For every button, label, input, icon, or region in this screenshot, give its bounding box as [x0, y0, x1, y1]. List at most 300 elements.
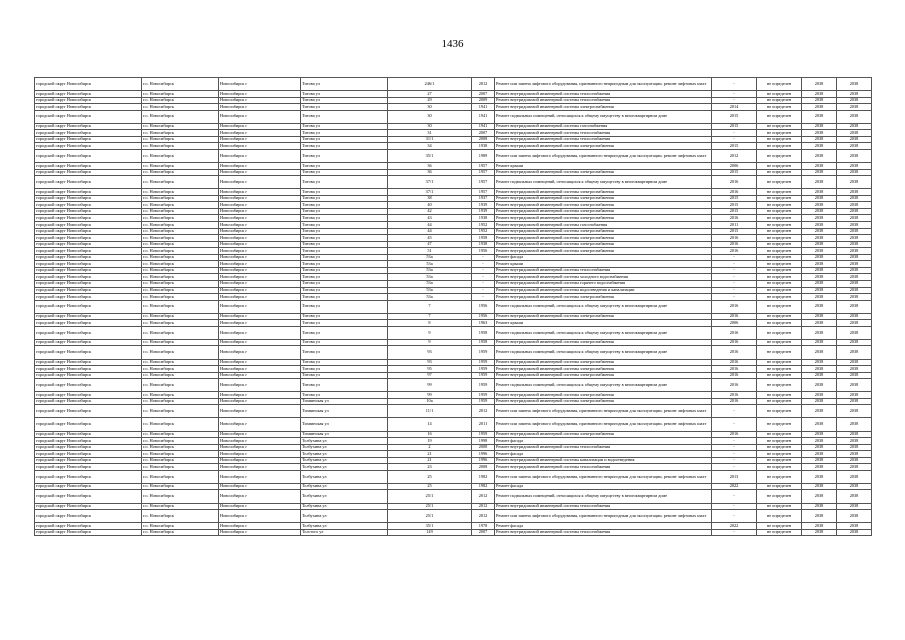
municipality-cell: городской округ Новосибирск [35, 483, 142, 490]
build-year-cell: 1941 [472, 104, 495, 111]
build-year-cell: - [472, 274, 495, 281]
plan-end-cell: 2038 [837, 261, 872, 268]
municipality-cell: городской округ Новосибирск [35, 287, 142, 294]
house-number-cell: 2 [388, 444, 472, 451]
work-type-cell: Ремонт фасада [495, 254, 712, 261]
locality-cell: Новосибирск г [219, 346, 301, 359]
build-year-cell: 1959 [472, 398, 495, 405]
last-repair-year-cell: - [712, 287, 757, 294]
street-cell: Титова ул [301, 110, 388, 123]
last-repair-year-cell: 2016 [712, 431, 757, 438]
build-year-cell: 2008 [472, 136, 495, 143]
work-type-cell: Ремонт внутридомовой инженерной системы теплоснабжения [495, 464, 712, 471]
cost-cell: не определен [757, 195, 802, 202]
plan-start-cell: 2038 [802, 392, 837, 399]
locality-cell: Новосибирск г [219, 248, 301, 255]
city-district-cell: г.о. Новосибирск [142, 529, 219, 536]
build-year-cell: 1989 [472, 150, 495, 163]
page-number: 1436 [441, 38, 464, 50]
build-year-cell: 1996 [472, 451, 495, 458]
city-district-cell: г.о. Новосибирск [142, 150, 219, 163]
plan-end-cell: 2038 [837, 339, 872, 346]
locality-cell: Новосибирск г [219, 163, 301, 170]
house-number-cell: 34 [388, 143, 472, 150]
plan-start-cell: 2038 [802, 490, 837, 503]
plan-end-cell: 2038 [837, 483, 872, 490]
cost-cell: не определен [757, 464, 802, 471]
house-number-cell: 149 [388, 529, 472, 536]
plan-end-cell: 2038 [837, 326, 872, 339]
plan-start-cell: 2038 [802, 405, 837, 418]
city-district-cell: г.о. Новосибирск [142, 300, 219, 313]
plan-end-cell: 2038 [837, 464, 872, 471]
locality-cell: Новосибирск г [219, 150, 301, 163]
last-repair-year-cell: 2015 [712, 123, 757, 130]
last-repair-year-cell: - [712, 267, 757, 274]
build-year-cell: - [472, 280, 495, 287]
city-district-cell: г.о. Новосибирск [142, 136, 219, 143]
street-cell: Титова ул [301, 202, 388, 209]
street-cell: Толбухина ул [301, 510, 388, 523]
street-cell: Титова ул [301, 294, 388, 301]
city-district-cell: г.о. Новосибирск [142, 235, 219, 242]
street-cell: Тихвинская ул [301, 431, 388, 438]
plan-end-cell: 2038 [837, 222, 872, 229]
municipality-cell: городской округ Новосибирск [35, 457, 142, 464]
locality-cell: Новосибирск г [219, 228, 301, 235]
cost-cell: не определен [757, 208, 802, 215]
table-row [35, 470, 872, 483]
plan-start-cell: 2038 [802, 97, 837, 104]
city-district-cell: г.о. Новосибирск [142, 326, 219, 339]
plan-start-cell: 2038 [802, 431, 837, 438]
cost-cell: не определен [757, 163, 802, 170]
build-year-cell: 1959 [472, 366, 495, 373]
locality-cell: Новосибирск г [219, 405, 301, 418]
locality-cell: Новосибирск г [219, 431, 301, 438]
locality-cell: Новосибирск г [219, 123, 301, 130]
plan-end-cell: 2038 [837, 366, 872, 373]
locality-cell: Новосибирск г [219, 444, 301, 451]
house-number-cell: 25/1 [388, 490, 472, 503]
municipality-cell: городской округ Новосибирск [35, 451, 142, 458]
municipality-cell: городской округ Новосибирск [35, 123, 142, 130]
municipality-cell: городской округ Новосибирск [35, 215, 142, 222]
municipality-cell: городской округ Новосибирск [35, 208, 142, 215]
table-body [35, 78, 872, 536]
work-type-cell: Ремонт внутридомовой инженерной системы теплоснабжения [495, 130, 712, 137]
build-year-cell: - [472, 294, 495, 301]
work-type-cell: Ремонт внутридомовой инженерной системы электроснабжения [495, 359, 712, 366]
cost-cell: не определен [757, 130, 802, 137]
work-type-cell: Ремонт внутридомовой инженерной системы теплоснабжения [495, 444, 712, 451]
table-row [35, 529, 872, 536]
last-repair-year-cell: 2015 [712, 110, 757, 123]
locality-cell: Новосибирск г [219, 97, 301, 104]
locality-cell: Новосибирск г [219, 300, 301, 313]
work-type-cell: Ремонт внутридомовой инженерной системы электроснабжения [495, 195, 712, 202]
street-cell: Толбухина ул [301, 503, 388, 510]
last-repair-year-cell: 2015 [712, 228, 757, 235]
city-district-cell: г.о. Новосибирск [142, 91, 219, 98]
locality-cell: Новосибирск г [219, 366, 301, 373]
build-year-cell: - [472, 287, 495, 294]
plan-end-cell: 2038 [837, 510, 872, 523]
program-table-container [34, 77, 871, 536]
plan-end-cell: 2038 [837, 405, 872, 418]
work-type-cell: Ремонт подвальных помещений, относящихся к общему имуществу в многоквартирном доме [495, 300, 712, 313]
street-cell: Титова ул [301, 123, 388, 130]
plan-end-cell: 2038 [837, 97, 872, 104]
cost-cell: не определен [757, 320, 802, 327]
last-repair-year-cell: 2016 [712, 235, 757, 242]
locality-cell: Новосибирск г [219, 457, 301, 464]
plan-start-cell: 2038 [802, 372, 837, 379]
cost-cell: не определен [757, 372, 802, 379]
cost-cell: не определен [757, 287, 802, 294]
house-number-cell: 45 [388, 235, 472, 242]
municipality-cell: городской округ Новосибирск [35, 464, 142, 471]
municipality-cell: городской округ Новосибирск [35, 163, 142, 170]
street-cell: Титова ул [301, 372, 388, 379]
last-repair-year-cell: - [712, 418, 757, 431]
city-district-cell: г.о. Новосибирск [142, 208, 219, 215]
street-cell: Титова ул [301, 254, 388, 261]
locality-cell: Новосибирск г [219, 483, 301, 490]
work-type-cell: Ремонт внутридомовой инженерной системы электроснабжения [495, 313, 712, 320]
last-repair-year-cell: 2016 [712, 372, 757, 379]
city-district-cell: г.о. Новосибирск [142, 523, 219, 530]
street-cell: Титова ул [301, 169, 388, 176]
municipality-cell: городской округ Новосибирск [35, 326, 142, 339]
build-year-cell: 1956 [472, 248, 495, 255]
locality-cell: Новосибирск г [219, 136, 301, 143]
last-repair-year-cell: 2015 [712, 169, 757, 176]
city-district-cell: г.о. Новосибирск [142, 359, 219, 366]
cost-cell: не определен [757, 346, 802, 359]
work-type-cell: Ремонт внутридомовой инженерной системы электроснабжения [495, 202, 712, 209]
last-repair-year-cell: 2016 [712, 398, 757, 405]
work-type-cell: Ремонт внутридомовой инженерной системы электроснабжения [495, 215, 712, 222]
locality-cell: Новосибирск г [219, 503, 301, 510]
work-type-cell: Ремонт фасада [495, 438, 712, 445]
last-repair-year-cell: - [712, 294, 757, 301]
plan-start-cell: 2038 [802, 202, 837, 209]
work-type-cell: Ремонт внутридомовой инженерной системы газоснабжения [495, 222, 712, 229]
city-district-cell: г.о. Новосибирск [142, 130, 219, 137]
plan-start-cell: 2038 [802, 483, 837, 490]
municipality-cell: городской округ Новосибирск [35, 339, 142, 346]
work-type-cell: Ремонт или замена лифтового оборудования, признанного непригодным для эксплуатации, ремонт лифтовых шахт [495, 405, 712, 418]
city-district-cell: г.о. Новосибирск [142, 163, 219, 170]
municipality-cell: городской округ Новосибирск [35, 267, 142, 274]
street-cell: Титова ул [301, 215, 388, 222]
street-cell: Толбухина ул [301, 451, 388, 458]
table-row [35, 405, 872, 418]
plan-end-cell: 2038 [837, 274, 872, 281]
locality-cell: Новосибирск г [219, 379, 301, 392]
street-cell: Титова ул [301, 280, 388, 287]
municipality-cell: городской округ Новосибирск [35, 418, 142, 431]
last-repair-year-cell: 2013 [712, 470, 757, 483]
house-number-cell: 25 [388, 483, 472, 490]
plan-start-cell: 2038 [802, 366, 837, 373]
municipality-cell: городской округ Новосибирск [35, 130, 142, 137]
municipality-cell: городской округ Новосибирск [35, 444, 142, 451]
build-year-cell: 1956 [472, 313, 495, 320]
cost-cell: не определен [757, 143, 802, 150]
locality-cell: Новосибирск г [219, 130, 301, 137]
last-repair-year-cell: 2006 [712, 320, 757, 327]
cost-cell: не определен [757, 398, 802, 405]
build-year-cell: 1938 [472, 143, 495, 150]
city-district-cell: г.о. Новосибирск [142, 104, 219, 111]
locality-cell: Новосибирск г [219, 313, 301, 320]
build-year-cell: 1957 [472, 163, 495, 170]
city-district-cell: г.о. Новосибирск [142, 274, 219, 281]
last-repair-year-cell: - [712, 91, 757, 98]
plan-end-cell: 2038 [837, 490, 872, 503]
plan-start-cell: 2038 [802, 313, 837, 320]
plan-end-cell: 2038 [837, 228, 872, 235]
build-year-cell: 2012 [472, 503, 495, 510]
plan-start-cell: 2038 [802, 529, 837, 536]
municipality-cell: городской округ Новосибирск [35, 523, 142, 530]
house-number-cell: 40 [388, 202, 472, 209]
street-cell: Титова ул [301, 143, 388, 150]
locality-cell: Новосибирск г [219, 222, 301, 229]
plan-start-cell: 2038 [802, 222, 837, 229]
municipality-cell: городской округ Новосибирск [35, 470, 142, 483]
plan-end-cell: 2038 [837, 235, 872, 242]
house-number-cell: 246/1 [388, 78, 472, 91]
plan-start-cell: 2038 [802, 326, 837, 339]
locality-cell: Новосибирск г [219, 235, 301, 242]
street-cell: Титова ул [301, 97, 388, 104]
city-district-cell: г.о. Новосибирск [142, 215, 219, 222]
work-type-cell: Ремонт фасада [495, 451, 712, 458]
cost-cell: не определен [757, 280, 802, 287]
locality-cell: Новосибирск г [219, 169, 301, 176]
plan-start-cell: 2038 [802, 248, 837, 255]
work-type-cell: Ремонт или замена лифтового оборудования, признанного непригодным для эксплуатации, ремонт лифтовых шахт [495, 418, 712, 431]
city-district-cell: г.о. Новосибирск [142, 248, 219, 255]
build-year-cell: - [472, 254, 495, 261]
locality-cell: Новосибирск г [219, 326, 301, 339]
build-year-cell: 1939 [472, 208, 495, 215]
house-number-cell: 35/1 [388, 150, 472, 163]
cost-cell: не определен [757, 510, 802, 523]
work-type-cell: Ремонт внутридомовой инженерной системы канализации и водоотведения [495, 457, 712, 464]
municipality-cell: городской округ Новосибирск [35, 104, 142, 111]
municipality-cell: городской округ Новосибирск [35, 248, 142, 255]
work-type-cell: Ремонт крыши [495, 320, 712, 327]
city-district-cell: г.о. Новосибирск [142, 241, 219, 248]
municipality-cell: городской округ Новосибирск [35, 366, 142, 373]
city-district-cell: г.о. Новосибирск [142, 97, 219, 104]
street-cell: Титова ул [301, 208, 388, 215]
house-number-cell: 44 [388, 222, 472, 229]
city-district-cell: г.о. Новосибирск [142, 398, 219, 405]
plan-start-cell: 2038 [802, 346, 837, 359]
work-type-cell: Ремонт внутридомовой инженерной системы теплоснабжения [495, 97, 712, 104]
cost-cell: не определен [757, 444, 802, 451]
municipality-cell: городской округ Новосибирск [35, 392, 142, 399]
build-year-cell: 1956 [472, 300, 495, 313]
house-number-cell: 7 [388, 300, 472, 313]
last-repair-year-cell: 2006 [712, 163, 757, 170]
city-district-cell: г.о. Новосибирск [142, 110, 219, 123]
plan-end-cell: 2038 [837, 123, 872, 130]
plan-start-cell: 2038 [802, 208, 837, 215]
city-district-cell: г.о. Новосибирск [142, 228, 219, 235]
municipality-cell: городской округ Новосибирск [35, 280, 142, 287]
locality-cell: Новосибирск г [219, 241, 301, 248]
house-number-cell: 11/1 [388, 405, 472, 418]
cost-cell: не определен [757, 267, 802, 274]
work-type-cell: Ремонт внутридомовой инженерной системы теплоснабжения [495, 91, 712, 98]
municipality-cell: городской округ Новосибирск [35, 189, 142, 196]
cost-cell: не определен [757, 326, 802, 339]
build-year-cell: 1959 [472, 392, 495, 399]
last-repair-year-cell: 2015 [712, 208, 757, 215]
house-number-cell: 95 [388, 366, 472, 373]
city-district-cell: г.о. Новосибирск [142, 392, 219, 399]
house-number-cell: 99 [388, 392, 472, 399]
plan-start-cell: 2038 [802, 169, 837, 176]
plan-start-cell: 2038 [802, 176, 837, 189]
house-number-cell: 21 [388, 457, 472, 464]
build-year-cell: 2011 [472, 418, 495, 431]
build-year-cell: 1958 [472, 235, 495, 242]
city-district-cell: г.о. Новосибирск [142, 346, 219, 359]
cost-cell: не определен [757, 222, 802, 229]
cost-cell: не определен [757, 483, 802, 490]
last-repair-year-cell: 2016 [712, 241, 757, 248]
build-year-cell: 1959 [472, 431, 495, 438]
city-district-cell: г.о. Новосибирск [142, 405, 219, 418]
last-repair-year-cell: - [712, 405, 757, 418]
cost-cell: не определен [757, 248, 802, 255]
cost-cell: не определен [757, 202, 802, 209]
last-repair-year-cell: - [712, 438, 757, 445]
cost-cell: не определен [757, 405, 802, 418]
city-district-cell: г.о. Новосибирск [142, 451, 219, 458]
work-type-cell: Ремонт или замена лифтового оборудования, признанного непригодным для эксплуатации, ремонт лифтовых шахт [495, 470, 712, 483]
city-district-cell: г.о. Новосибирск [142, 510, 219, 523]
last-repair-year-cell: 2014 [712, 104, 757, 111]
house-number-cell: 10а [388, 398, 472, 405]
work-type-cell: Ремонт подвальных помещений, относящихся к общему имуществу в многоквартирном доме [495, 176, 712, 189]
city-district-cell: г.о. Новосибирск [142, 339, 219, 346]
plan-end-cell: 2038 [837, 248, 872, 255]
work-type-cell: Ремонт подвальных помещений, относящихся к общему имуществу в многоквартирном доме [495, 490, 712, 503]
plan-start-cell: 2038 [802, 280, 837, 287]
street-cell: Титова ул [301, 130, 388, 137]
work-type-cell: Ремонт внутридомовой инженерной системы теплоснабжения [495, 136, 712, 143]
plan-end-cell: 2038 [837, 110, 872, 123]
municipality-cell: городской округ Новосибирск [35, 78, 142, 91]
build-year-cell: 2007 [472, 130, 495, 137]
street-cell: Толстого ул [301, 529, 388, 536]
plan-start-cell: 2038 [802, 359, 837, 366]
build-year-cell: 1937 [472, 195, 495, 202]
cost-cell: не определен [757, 438, 802, 445]
plan-end-cell: 2038 [837, 346, 872, 359]
last-repair-year-cell: 2022 [712, 523, 757, 530]
work-type-cell: Ремонт внутридомовой инженерной системы электроснабжения [495, 398, 712, 405]
plan-end-cell: 2038 [837, 300, 872, 313]
city-district-cell: г.о. Новосибирск [142, 294, 219, 301]
work-type-cell: Ремонт фасада [495, 483, 712, 490]
house-number-cell: 14 [388, 418, 472, 431]
street-cell: Толбухина ул [301, 444, 388, 451]
plan-start-cell: 2038 [802, 150, 837, 163]
plan-start-cell: 2038 [802, 254, 837, 261]
plan-end-cell: 2038 [837, 176, 872, 189]
municipality-cell: городской округ Новосибирск [35, 359, 142, 366]
street-cell: Титова ул [301, 163, 388, 170]
house-number-cell: 47 [388, 241, 472, 248]
street-cell: Титова ул [301, 222, 388, 229]
plan-end-cell: 2038 [837, 130, 872, 137]
plan-end-cell: 2038 [837, 313, 872, 320]
locality-cell: Новосибирск г [219, 339, 301, 346]
table-row [35, 78, 872, 91]
city-district-cell: г.о. Новосибирск [142, 444, 219, 451]
locality-cell: Новосибирск г [219, 287, 301, 294]
street-cell: Титова ул [301, 228, 388, 235]
work-type-cell: Ремонт внутридомовой инженерной системы водоотведения и канализации [495, 287, 712, 294]
last-repair-year-cell: 2022 [712, 483, 757, 490]
street-cell: Толбухина ул [301, 438, 388, 445]
cost-cell: не определен [757, 339, 802, 346]
last-repair-year-cell: 2015 [712, 195, 757, 202]
house-number-cell: 51 [388, 248, 472, 255]
locality-cell: Новосибирск г [219, 254, 301, 261]
locality-cell: Новосибирск г [219, 294, 301, 301]
municipality-cell: городской округ Новосибирск [35, 379, 142, 392]
street-cell: Тихвинская ул [301, 398, 388, 405]
city-district-cell: г.о. Новосибирск [142, 503, 219, 510]
last-repair-year-cell: - [712, 510, 757, 523]
street-cell: Толбухина ул [301, 523, 388, 530]
street-cell: Толбухина ул [301, 483, 388, 490]
plan-end-cell: 2038 [837, 470, 872, 483]
last-repair-year-cell: 2016 [712, 215, 757, 222]
plan-end-cell: 2038 [837, 136, 872, 143]
work-type-cell: Ремонт внутридомовой инженерной системы холодного водоснабжения [495, 274, 712, 281]
plan-end-cell: 2038 [837, 503, 872, 510]
municipality-cell: городской округ Новосибирск [35, 313, 142, 320]
plan-end-cell: 2038 [837, 294, 872, 301]
street-cell: Титова ул [301, 78, 388, 91]
plan-end-cell: 2038 [837, 150, 872, 163]
plan-end-cell: 2038 [837, 451, 872, 458]
work-type-cell: Ремонт внутридомовой инженерной системы электроснабжения [495, 248, 712, 255]
last-repair-year-cell: 2016 [712, 339, 757, 346]
street-cell: Титова ул [301, 195, 388, 202]
street-cell: Титова ул [301, 359, 388, 366]
build-year-cell: 2008 [472, 444, 495, 451]
last-repair-year-cell: - [712, 451, 757, 458]
house-number-cell: 37/1 [388, 189, 472, 196]
house-number-cell: 99 [388, 379, 472, 392]
cost-cell: не определен [757, 392, 802, 399]
street-cell: Титова ул [301, 300, 388, 313]
municipality-cell: городской округ Новосибирск [35, 431, 142, 438]
city-district-cell: г.о. Новосибирск [142, 287, 219, 294]
